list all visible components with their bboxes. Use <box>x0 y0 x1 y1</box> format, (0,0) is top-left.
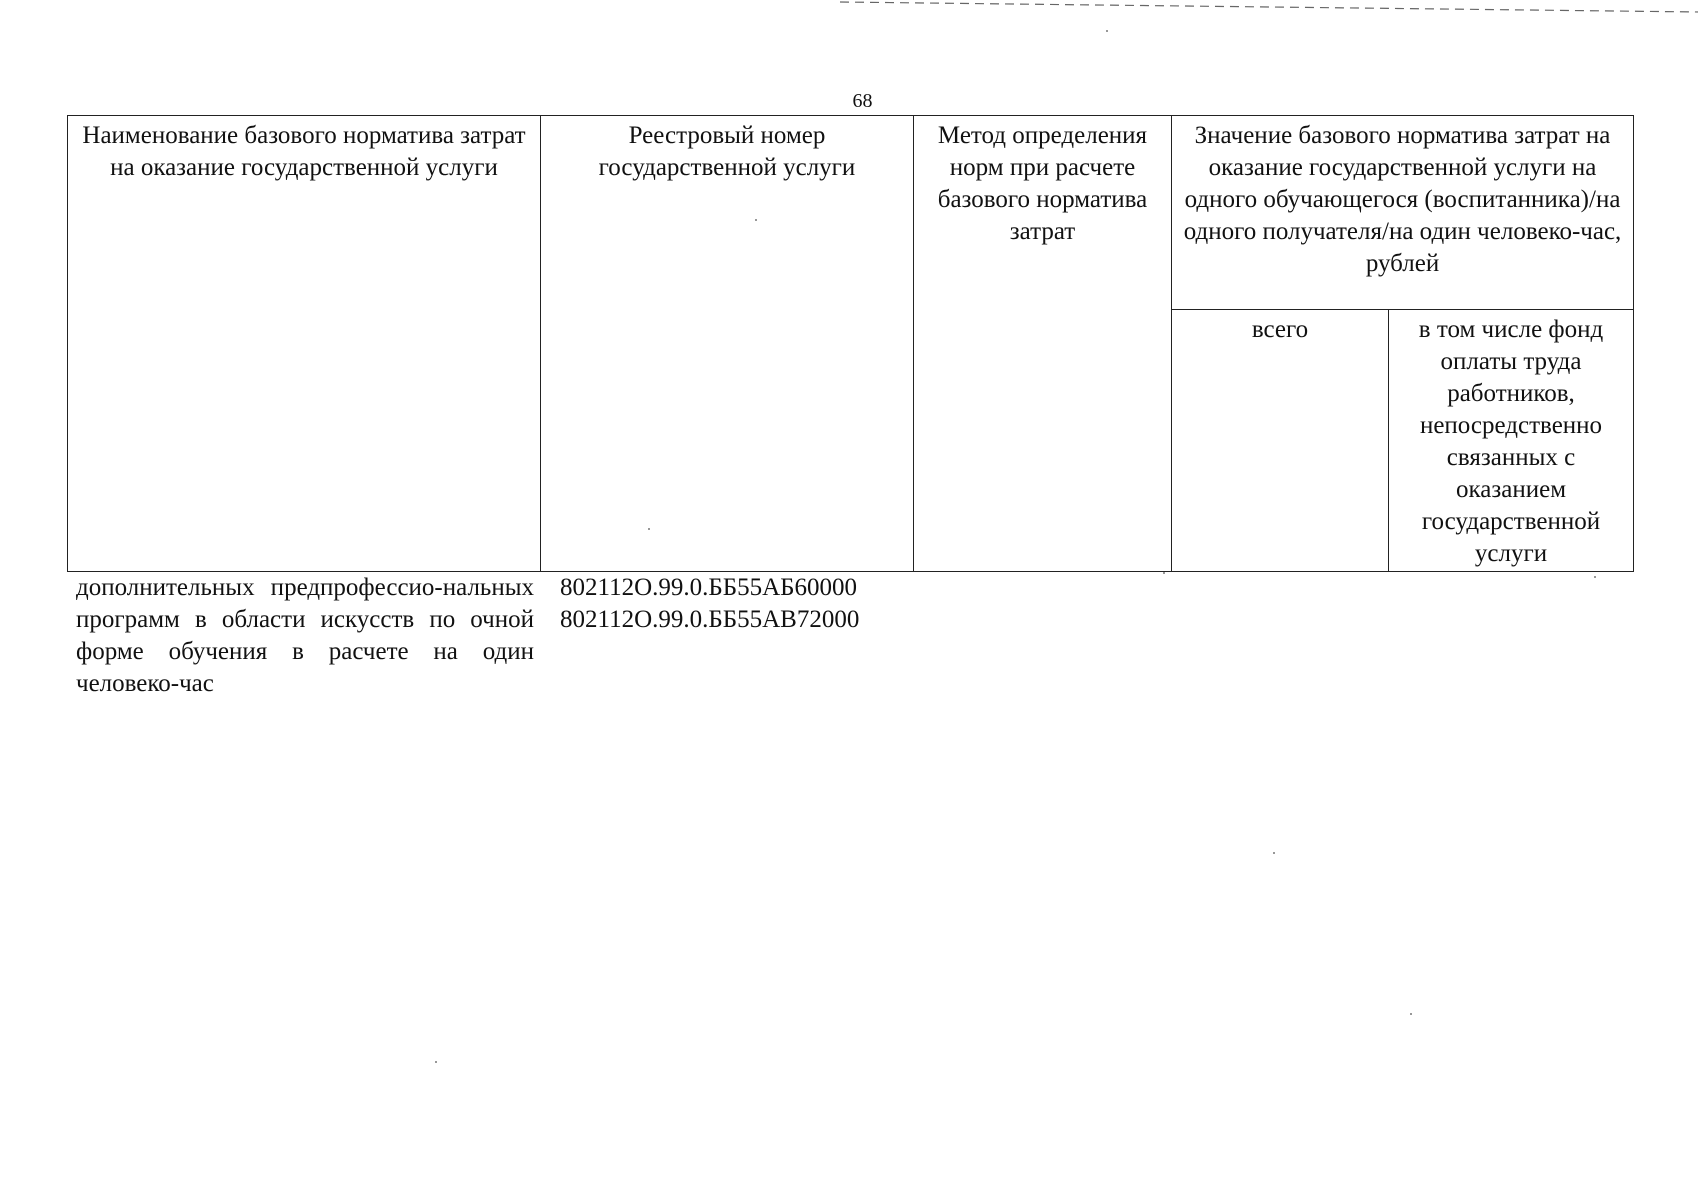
scan-speck <box>435 1061 437 1063</box>
scan-speck <box>648 528 650 530</box>
registry-codes <box>560 572 920 636</box>
header-table <box>67 115 1634 572</box>
scan-speck <box>1410 1013 1412 1015</box>
header-registry-number: Реестровый номер государственной услуги <box>541 116 914 572</box>
service-name-text: дополнительных предпрофессио-нальных программ в области искусств по очной форме обучения в расчете на один человеко-час <box>76 574 534 697</box>
header-payroll-fund: в том числе фонд оплаты труда работников, непосредственно связанных с оказанием государственной услуги <box>1389 310 1634 572</box>
registry-code: 802112О.99.0.ББ55АВ72000 <box>560 606 860 633</box>
page-number: 68 <box>852 90 873 112</box>
top-dashed-line <box>840 0 1698 14</box>
header-total: всего <box>1172 310 1389 572</box>
scan-speck <box>755 219 757 221</box>
scan-speck <box>1594 576 1596 578</box>
registry-code: 802112О.99.0.ББ55АБ60000 <box>560 574 857 601</box>
scan-speck <box>1163 572 1165 574</box>
scan-speck <box>1273 852 1275 854</box>
header-service-name: Наименование базового норматива затрат на оказание государственной услуги <box>68 116 541 572</box>
scan-speck <box>1106 30 1108 32</box>
header-method: Метод определения норм при расчете базового норматива затрат <box>914 116 1172 572</box>
header-norm-value: Значение базового норматива затрат на оказание государственной услуги на одного обучающегося (воспитанника)/на одного получателя/на один человеко-час, рублей <box>1172 116 1634 310</box>
